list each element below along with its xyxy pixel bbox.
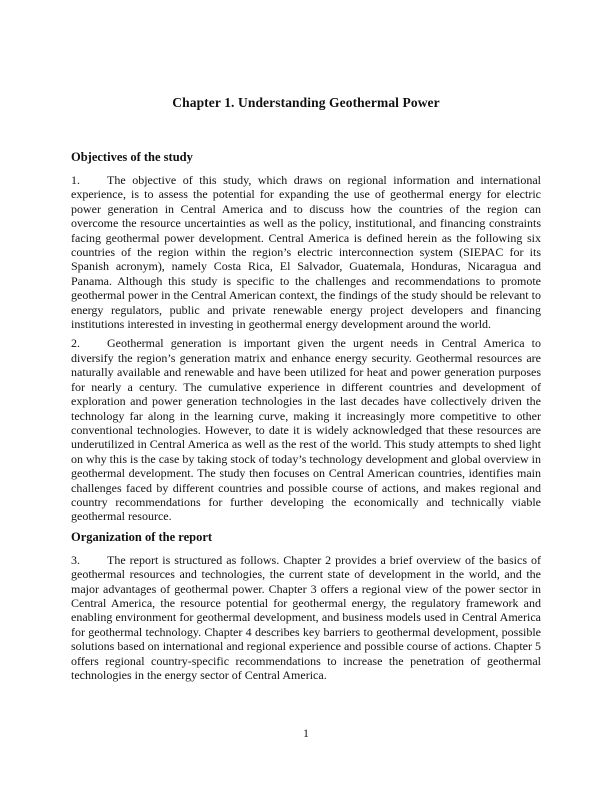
page-number: 1: [303, 728, 309, 740]
paragraph-3-number: 3.: [71, 552, 80, 567]
section-heading-objectives: Objectives of the study: [71, 150, 193, 164]
paragraph-1-number: 1.: [71, 173, 80, 187]
section-objectives: [71, 150, 541, 524]
section-organization: [71, 530, 541, 683]
section-heading-organization: Organization of the report: [71, 529, 213, 544]
paragraph-3-text: The report is structured as follows. Chapter 2 provides a brief overview of the basics of geothermal resources and technologies, the current state of development in the world, and the major advantages of geothermal power. Chapter 3 offers a regional view of the power sector in Central America, the resource potential for geothermal energy, the regulatory framework and enabling environment for geothermal development, and business models used in Central America for geothermal technology. Chapter 4 describes key barriers to geothermal development, possible solutions based on international and regional experience and possible course of actions. Chapter 5 offers regional country-specific recommendations to increase the penetration of geothermal technologies in the energy sector of Central America.: [71, 552, 541, 682]
chapter-title: Chapter 1. Understanding Geothermal Power: [172, 95, 440, 110]
paragraph-2-number: 2.: [71, 336, 80, 351]
paragraph-3: [71, 553, 541, 683]
paragraph-2-text: Geothermal generation is important given the urgent needs in Central America to diversify the region’s generation matrix and enhance energy security. Geothermal resources are naturally available and renewable and have been utilized for heat and power generation purposes for nearly a century. The cumulative experience in different countries and development of exploration and power generation technologies in the last decades have collectively driven the technology far along in the learning curve, making it increasingly more competitive to other conventional technologies. However, to date it is widely acknowledged that these resources are underutilized in Central America as well as the rest of the world. This study attempts to shed light on why this is the case by taking stock of today’s technology development and global overview in geothermal development. The study then focuses on Central American countries, identifies main challenges faced by different countries and possible course of actions, and makes regional and country recommendations for further developing the economically and technically viable geothermal resource.: [71, 336, 541, 524]
paragraph-2: [71, 336, 541, 523]
paragraph-1-text: The objective of this study, which draws on regional information and international experience, is to assess the potential for expanding the use of geothermal energy for electric power generation in Central America and to discuss how the countries of the region can overcome the resource uncertainties as well as the policy, institutional, and financing constraints facing geothermal power development. Central America is defined herein as the following six countries of the region within the region’s electric interconnection system (SIEPAC for its Spanish acronym), namely Costa Rica, El Salvador, Guatemala, Honduras, Nicaragua and Panama. Although this study is specific to the challenges and recommendations to promote geothermal power in the Central American context, the findings of the study should be relevant to energy regulators, public and private renewable energy project developers and financing institutions interested in investing in geothermal energy development around the world.: [71, 173, 541, 332]
paragraph-1: [71, 173, 541, 331]
